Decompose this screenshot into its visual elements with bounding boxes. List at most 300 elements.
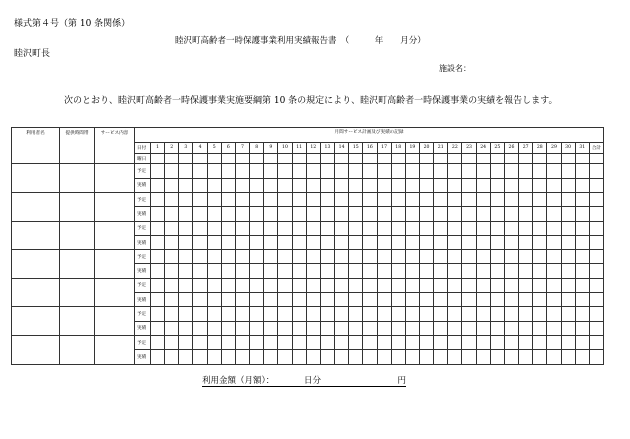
day-cell[interactable] <box>179 335 193 349</box>
day-cell[interactable] <box>207 264 221 278</box>
day-cell[interactable] <box>448 250 462 264</box>
day-cell[interactable] <box>547 321 561 335</box>
day-cell[interactable] <box>363 335 377 349</box>
day-cell[interactable] <box>462 307 476 321</box>
day-cell[interactable] <box>575 278 589 292</box>
day-cell[interactable] <box>250 250 264 264</box>
day-cell[interactable] <box>391 264 405 278</box>
day-cell[interactable] <box>250 207 264 221</box>
weekday-cell[interactable] <box>235 153 249 164</box>
day-cell[interactable] <box>193 178 207 192</box>
day-cell[interactable] <box>547 235 561 249</box>
day-cell[interactable] <box>165 178 179 192</box>
day-cell[interactable] <box>419 264 433 278</box>
day-cell[interactable] <box>207 192 221 206</box>
day-cell[interactable] <box>235 278 249 292</box>
day-cell[interactable] <box>363 178 377 192</box>
day-cell[interactable] <box>490 307 504 321</box>
day-cell[interactable] <box>448 335 462 349</box>
weekday-cell[interactable] <box>575 153 589 164</box>
day-cell[interactable] <box>419 164 433 178</box>
day-cell[interactable] <box>264 164 278 178</box>
day-cell[interactable] <box>377 307 391 321</box>
total-cell[interactable] <box>589 350 603 364</box>
day-cell[interactable] <box>165 221 179 235</box>
weekday-cell[interactable] <box>405 153 419 164</box>
user-name-cell[interactable] <box>12 164 60 193</box>
day-cell[interactable] <box>363 278 377 292</box>
day-cell[interactable] <box>519 264 533 278</box>
day-cell[interactable] <box>547 278 561 292</box>
day-cell[interactable] <box>235 293 249 307</box>
day-cell[interactable] <box>306 207 320 221</box>
day-cell[interactable] <box>391 293 405 307</box>
day-cell[interactable] <box>250 321 264 335</box>
day-cell[interactable] <box>335 307 349 321</box>
day-cell[interactable] <box>306 293 320 307</box>
day-cell[interactable] <box>292 235 306 249</box>
day-cell[interactable] <box>306 164 320 178</box>
day-cell[interactable] <box>575 178 589 192</box>
day-cell[interactable] <box>490 335 504 349</box>
day-cell[interactable] <box>349 235 363 249</box>
weekday-cell[interactable] <box>292 153 306 164</box>
day-cell[interactable] <box>335 321 349 335</box>
day-cell[interactable] <box>193 321 207 335</box>
day-cell[interactable] <box>179 235 193 249</box>
day-cell[interactable] <box>391 321 405 335</box>
service-content-cell[interactable] <box>95 278 135 307</box>
day-cell[interactable] <box>476 164 490 178</box>
day-cell[interactable] <box>533 350 547 364</box>
day-cell[interactable] <box>363 235 377 249</box>
day-cell[interactable] <box>405 192 419 206</box>
day-cell[interactable] <box>363 350 377 364</box>
day-cell[interactable] <box>547 264 561 278</box>
day-cell[interactable] <box>221 293 235 307</box>
day-cell[interactable] <box>547 335 561 349</box>
weekday-cell[interactable] <box>250 153 264 164</box>
weekday-cell[interactable] <box>320 153 334 164</box>
day-cell[interactable] <box>462 164 476 178</box>
day-cell[interactable] <box>575 235 589 249</box>
day-cell[interactable] <box>462 278 476 292</box>
day-cell[interactable] <box>476 321 490 335</box>
day-cell[interactable] <box>448 264 462 278</box>
day-cell[interactable] <box>490 235 504 249</box>
day-cell[interactable] <box>278 350 292 364</box>
user-name-cell[interactable] <box>12 221 60 250</box>
day-cell[interactable] <box>519 235 533 249</box>
day-cell[interactable] <box>490 278 504 292</box>
day-cell[interactable] <box>165 164 179 178</box>
day-cell[interactable] <box>349 293 363 307</box>
weekday-cell[interactable] <box>363 153 377 164</box>
user-name-cell[interactable] <box>12 278 60 307</box>
day-cell[interactable] <box>462 192 476 206</box>
day-cell[interactable] <box>575 192 589 206</box>
day-cell[interactable] <box>391 235 405 249</box>
day-cell[interactable] <box>405 207 419 221</box>
day-cell[interactable] <box>547 164 561 178</box>
day-cell[interactable] <box>320 235 334 249</box>
day-cell[interactable] <box>575 264 589 278</box>
day-cell[interactable] <box>419 307 433 321</box>
day-cell[interactable] <box>391 335 405 349</box>
day-cell[interactable] <box>179 207 193 221</box>
day-cell[interactable] <box>476 335 490 349</box>
day-cell[interactable] <box>320 264 334 278</box>
day-cell[interactable] <box>250 235 264 249</box>
day-cell[interactable] <box>278 250 292 264</box>
day-cell[interactable] <box>391 350 405 364</box>
weekday-cell[interactable] <box>264 153 278 164</box>
day-cell[interactable] <box>462 335 476 349</box>
day-cell[interactable] <box>278 178 292 192</box>
day-cell[interactable] <box>504 221 518 235</box>
day-cell[interactable] <box>434 164 448 178</box>
day-cell[interactable] <box>575 307 589 321</box>
day-cell[interactable] <box>264 235 278 249</box>
day-cell[interactable] <box>250 307 264 321</box>
total-cell[interactable] <box>589 278 603 292</box>
day-cell[interactable] <box>504 293 518 307</box>
day-cell[interactable] <box>561 250 575 264</box>
day-cell[interactable] <box>179 221 193 235</box>
day-cell[interactable] <box>363 321 377 335</box>
day-cell[interactable] <box>292 307 306 321</box>
day-cell[interactable] <box>250 264 264 278</box>
day-cell[interactable] <box>434 235 448 249</box>
day-cell[interactable] <box>504 307 518 321</box>
day-cell[interactable] <box>221 192 235 206</box>
day-cell[interactable] <box>151 235 165 249</box>
day-cell[interactable] <box>575 164 589 178</box>
day-cell[interactable] <box>504 264 518 278</box>
day-cell[interactable] <box>349 307 363 321</box>
day-cell[interactable] <box>193 264 207 278</box>
day-cell[interactable] <box>306 235 320 249</box>
day-cell[interactable] <box>320 207 334 221</box>
day-cell[interactable] <box>547 178 561 192</box>
total-cell[interactable] <box>589 250 603 264</box>
day-cell[interactable] <box>292 293 306 307</box>
day-cell[interactable] <box>349 350 363 364</box>
day-cell[interactable] <box>264 250 278 264</box>
day-cell[interactable] <box>278 207 292 221</box>
day-cell[interactable] <box>561 192 575 206</box>
day-cell[interactable] <box>391 192 405 206</box>
day-cell[interactable] <box>448 178 462 192</box>
day-cell[interactable] <box>419 192 433 206</box>
day-cell[interactable] <box>504 335 518 349</box>
day-cell[interactable] <box>391 207 405 221</box>
day-cell[interactable] <box>476 207 490 221</box>
day-cell[interactable] <box>320 178 334 192</box>
day-cell[interactable] <box>278 192 292 206</box>
day-cell[interactable] <box>306 250 320 264</box>
day-cell[interactable] <box>434 221 448 235</box>
weekday-cell[interactable] <box>391 153 405 164</box>
day-cell[interactable] <box>533 278 547 292</box>
day-cell[interactable] <box>278 278 292 292</box>
day-cell[interactable] <box>519 293 533 307</box>
day-cell[interactable] <box>377 278 391 292</box>
day-cell[interactable] <box>320 278 334 292</box>
day-cell[interactable] <box>533 178 547 192</box>
day-cell[interactable] <box>419 335 433 349</box>
day-cell[interactable] <box>235 350 249 364</box>
day-cell[interactable] <box>278 264 292 278</box>
day-cell[interactable] <box>434 250 448 264</box>
day-cell[interactable] <box>207 350 221 364</box>
day-cell[interactable] <box>547 207 561 221</box>
day-cell[interactable] <box>306 278 320 292</box>
day-cell[interactable] <box>377 235 391 249</box>
day-cell[interactable] <box>221 178 235 192</box>
day-cell[interactable] <box>349 264 363 278</box>
day-cell[interactable] <box>221 250 235 264</box>
day-cell[interactable] <box>377 192 391 206</box>
day-cell[interactable] <box>221 264 235 278</box>
day-cell[interactable] <box>504 178 518 192</box>
weekday-cell[interactable] <box>179 153 193 164</box>
day-cell[interactable] <box>207 335 221 349</box>
day-cell[interactable] <box>462 178 476 192</box>
day-cell[interactable] <box>419 250 433 264</box>
weekday-cell[interactable] <box>377 153 391 164</box>
day-cell[interactable] <box>179 164 193 178</box>
day-cell[interactable] <box>405 178 419 192</box>
day-cell[interactable] <box>462 264 476 278</box>
day-cell[interactable] <box>179 321 193 335</box>
day-cell[interactable] <box>391 164 405 178</box>
day-cell[interactable] <box>193 335 207 349</box>
day-cell[interactable] <box>179 293 193 307</box>
day-cell[interactable] <box>476 250 490 264</box>
day-cell[interactable] <box>292 278 306 292</box>
day-cell[interactable] <box>235 250 249 264</box>
day-cell[interactable] <box>561 221 575 235</box>
day-cell[interactable] <box>547 307 561 321</box>
day-cell[interactable] <box>405 321 419 335</box>
day-cell[interactable] <box>235 221 249 235</box>
day-cell[interactable] <box>504 164 518 178</box>
day-cell[interactable] <box>504 278 518 292</box>
day-cell[interactable] <box>405 350 419 364</box>
day-cell[interactable] <box>335 192 349 206</box>
total-cell[interactable] <box>589 293 603 307</box>
day-cell[interactable] <box>575 321 589 335</box>
day-cell[interactable] <box>292 250 306 264</box>
total-cell[interactable] <box>589 221 603 235</box>
day-cell[interactable] <box>151 178 165 192</box>
day-cell[interactable] <box>306 350 320 364</box>
day-cell[interactable] <box>193 221 207 235</box>
day-cell[interactable] <box>462 207 476 221</box>
day-cell[interactable] <box>151 350 165 364</box>
day-cell[interactable] <box>193 207 207 221</box>
time-period-cell[interactable] <box>60 221 95 250</box>
weekday-cell[interactable] <box>349 153 363 164</box>
day-cell[interactable] <box>377 264 391 278</box>
weekday-cell[interactable] <box>151 153 165 164</box>
day-cell[interactable] <box>292 221 306 235</box>
day-cell[interactable] <box>434 335 448 349</box>
day-cell[interactable] <box>207 207 221 221</box>
day-cell[interactable] <box>575 293 589 307</box>
day-cell[interactable] <box>448 192 462 206</box>
day-cell[interactable] <box>320 221 334 235</box>
day-cell[interactable] <box>519 207 533 221</box>
day-cell[interactable] <box>547 192 561 206</box>
day-cell[interactable] <box>391 250 405 264</box>
total-cell[interactable] <box>589 307 603 321</box>
day-cell[interactable] <box>575 221 589 235</box>
day-cell[interactable] <box>207 221 221 235</box>
day-cell[interactable] <box>504 235 518 249</box>
day-cell[interactable] <box>179 250 193 264</box>
day-cell[interactable] <box>533 235 547 249</box>
total-cell[interactable] <box>589 192 603 206</box>
day-cell[interactable] <box>264 207 278 221</box>
day-cell[interactable] <box>448 307 462 321</box>
day-cell[interactable] <box>349 178 363 192</box>
day-cell[interactable] <box>207 293 221 307</box>
day-cell[interactable] <box>193 293 207 307</box>
weekday-cell[interactable] <box>419 153 433 164</box>
day-cell[interactable] <box>335 278 349 292</box>
day-cell[interactable] <box>320 250 334 264</box>
day-cell[interactable] <box>490 207 504 221</box>
day-cell[interactable] <box>476 278 490 292</box>
day-cell[interactable] <box>405 250 419 264</box>
day-cell[interactable] <box>377 178 391 192</box>
day-cell[interactable] <box>320 307 334 321</box>
weekday-cell[interactable] <box>448 153 462 164</box>
day-cell[interactable] <box>306 307 320 321</box>
day-cell[interactable] <box>363 307 377 321</box>
day-cell[interactable] <box>476 293 490 307</box>
day-cell[interactable] <box>179 350 193 364</box>
day-cell[interactable] <box>533 192 547 206</box>
day-cell[interactable] <box>320 321 334 335</box>
day-cell[interactable] <box>320 350 334 364</box>
day-cell[interactable] <box>533 307 547 321</box>
total-cell[interactable] <box>589 264 603 278</box>
total-cell[interactable] <box>589 178 603 192</box>
day-cell[interactable] <box>221 307 235 321</box>
day-cell[interactable] <box>547 293 561 307</box>
day-cell[interactable] <box>306 221 320 235</box>
day-cell[interactable] <box>476 264 490 278</box>
weekday-cell[interactable] <box>490 153 504 164</box>
day-cell[interactable] <box>278 221 292 235</box>
day-cell[interactable] <box>306 321 320 335</box>
time-period-cell[interactable] <box>60 278 95 307</box>
day-cell[interactable] <box>207 321 221 335</box>
day-cell[interactable] <box>490 293 504 307</box>
user-name-cell[interactable] <box>12 250 60 279</box>
day-cell[interactable] <box>193 192 207 206</box>
day-cell[interactable] <box>335 164 349 178</box>
day-cell[interactable] <box>448 207 462 221</box>
weekday-cell[interactable] <box>476 153 490 164</box>
day-cell[interactable] <box>165 250 179 264</box>
day-cell[interactable] <box>349 192 363 206</box>
day-cell[interactable] <box>335 293 349 307</box>
day-cell[interactable] <box>448 293 462 307</box>
time-period-cell[interactable] <box>60 250 95 279</box>
day-cell[interactable] <box>151 264 165 278</box>
day-cell[interactable] <box>221 278 235 292</box>
day-cell[interactable] <box>292 207 306 221</box>
day-cell[interactable] <box>221 207 235 221</box>
day-cell[interactable] <box>575 350 589 364</box>
day-cell[interactable] <box>165 307 179 321</box>
day-cell[interactable] <box>335 235 349 249</box>
day-cell[interactable] <box>151 164 165 178</box>
day-cell[interactable] <box>448 321 462 335</box>
weekday-cell[interactable] <box>165 153 179 164</box>
day-cell[interactable] <box>151 192 165 206</box>
weekday-cell[interactable] <box>207 153 221 164</box>
day-cell[interactable] <box>490 350 504 364</box>
day-cell[interactable] <box>151 278 165 292</box>
day-cell[interactable] <box>504 350 518 364</box>
service-content-cell[interactable] <box>95 164 135 193</box>
day-cell[interactable] <box>151 221 165 235</box>
day-cell[interactable] <box>547 350 561 364</box>
day-cell[interactable] <box>306 178 320 192</box>
day-cell[interactable] <box>377 321 391 335</box>
day-cell[interactable] <box>519 164 533 178</box>
day-cell[interactable] <box>193 350 207 364</box>
day-cell[interactable] <box>292 192 306 206</box>
day-cell[interactable] <box>335 207 349 221</box>
day-cell[interactable] <box>306 335 320 349</box>
day-cell[interactable] <box>561 178 575 192</box>
day-cell[interactable] <box>561 350 575 364</box>
day-cell[interactable] <box>363 207 377 221</box>
day-cell[interactable] <box>264 293 278 307</box>
weekday-cell[interactable] <box>462 153 476 164</box>
day-cell[interactable] <box>363 250 377 264</box>
day-cell[interactable] <box>292 321 306 335</box>
day-cell[interactable] <box>179 192 193 206</box>
day-cell[interactable] <box>519 192 533 206</box>
day-cell[interactable] <box>335 350 349 364</box>
day-cell[interactable] <box>476 235 490 249</box>
day-cell[interactable] <box>547 250 561 264</box>
day-cell[interactable] <box>448 278 462 292</box>
day-cell[interactable] <box>519 350 533 364</box>
day-cell[interactable] <box>434 264 448 278</box>
day-cell[interactable] <box>462 235 476 249</box>
day-cell[interactable] <box>448 221 462 235</box>
day-cell[interactable] <box>476 192 490 206</box>
day-cell[interactable] <box>278 307 292 321</box>
day-cell[interactable] <box>221 321 235 335</box>
day-cell[interactable] <box>391 278 405 292</box>
day-cell[interactable] <box>179 264 193 278</box>
day-cell[interactable] <box>448 164 462 178</box>
day-cell[interactable] <box>250 164 264 178</box>
day-cell[interactable] <box>561 207 575 221</box>
day-cell[interactable] <box>448 350 462 364</box>
day-cell[interactable] <box>278 164 292 178</box>
day-cell[interactable] <box>349 164 363 178</box>
